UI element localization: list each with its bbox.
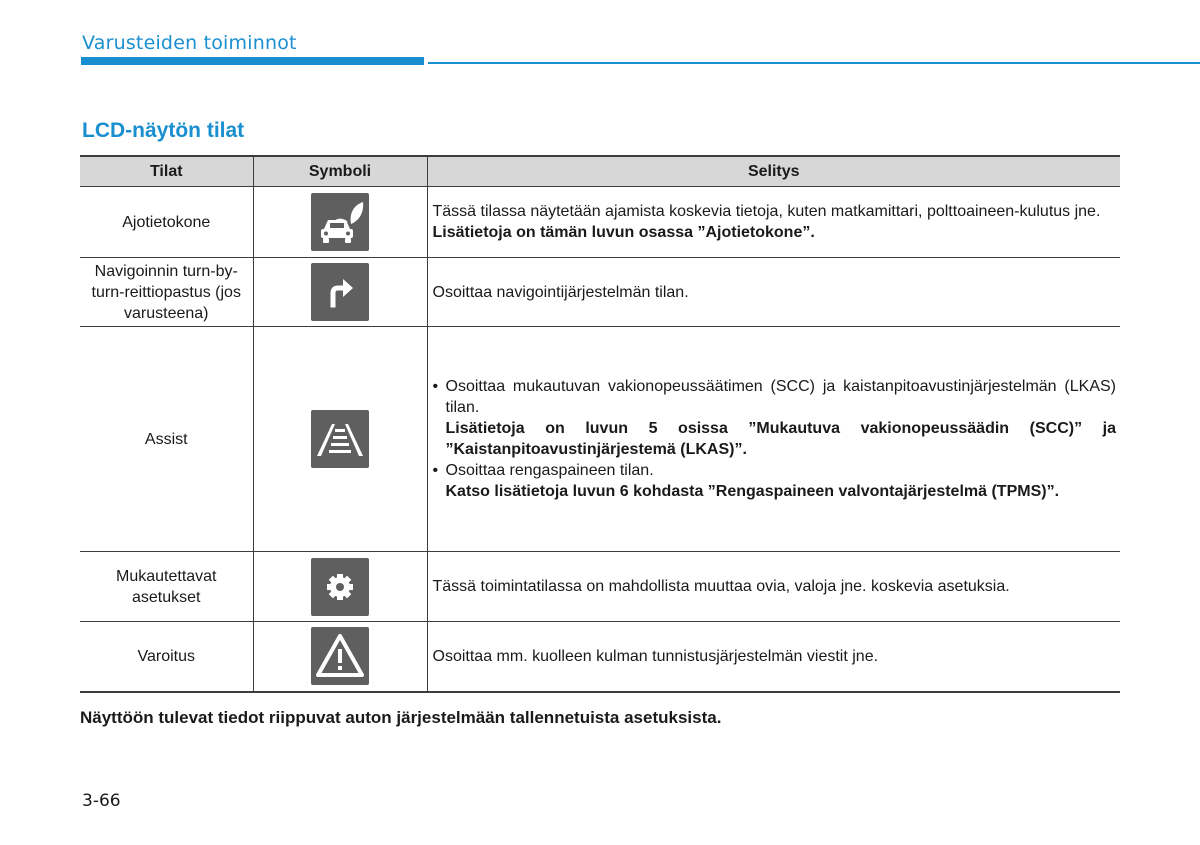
description-text: Osoittaa mm. kuolleen kulman tunnistusjärjestelmän viestit jne. [427,622,1120,692]
table-row-warning [80,622,1120,692]
column-header-mode: Tilat [80,156,253,187]
page-number: 3-66 [82,791,121,811]
description-text: Osoittaa navigointijärjestelmän tilan. [427,258,1120,327]
trip-computer-icon [311,193,369,251]
table-row-navigation [80,258,1120,327]
list-item [433,376,1117,460]
description-reference: Lisätietoja on tämän luvun osassa ”Ajotietokone”. [432,224,815,241]
description-text: Osoittaa mukautuvan vakionopeussäätimen (SCC) ja kaistanpitoavustinjärjestelmän (LKAS) tilan. [445,378,1116,416]
warning-triangle-icon [311,627,369,685]
mode-name: Navigoinnin turn-by-turn-reittiopastus (jos varusteena) [80,258,253,327]
section-header: Varusteiden toiminnot [82,32,297,54]
description-text: Tässä tilassa näytetään ajamista koskevia tietoja, kuten matkamittari, polttoaineen-kulutus jne. [432,203,1101,220]
mode-name: Varoitus [80,622,253,692]
list-item [433,460,1117,502]
page-title: LCD-näytön tilat [82,119,245,142]
lane-assist-icon [311,410,369,468]
table-row-trip-computer [80,187,1120,258]
mode-name: Ajotietokone [80,187,253,258]
mode-name: Assist [80,327,253,552]
header-rule-thin [428,62,1200,64]
lcd-modes-table [80,155,1120,693]
header-rule-thick [81,57,424,65]
description-reference: Katso lisätietoja luvun 6 kohdasta ”Rengaspaineen valvontajärjestelmä (TPMS)”. [445,483,1060,500]
description-text: Tässä toimintatilassa on mahdollista muuttaa ovia, valoja jne. koskevia asetuksia. [427,552,1120,622]
table-header-row [80,156,1120,187]
column-header-symbol: Symboli [253,156,427,187]
table-row-assist [80,327,1120,552]
turn-arrow-icon [311,263,369,321]
description-text: Osoittaa rengaspaineen tilan. [445,462,654,479]
description-reference: Lisätietoja on luvun 5 osissa ”Mukautuva vakionopeussäädin (SCC)” ja ”Kaistanpitoavustinjärjestemä (LKAS)”. [445,420,1116,458]
bullet: • [432,462,439,479]
bullet: • [432,378,439,395]
gear-icon [311,558,369,616]
mode-name: Mukautettavat asetukset [80,552,253,622]
footnote: Näyttöön tulevat tiedot riippuvat auton järjestelmään tallennetuista asetuksista. [80,708,722,727]
column-header-description: Selitys [427,156,1120,187]
table-row-user-settings [80,552,1120,622]
